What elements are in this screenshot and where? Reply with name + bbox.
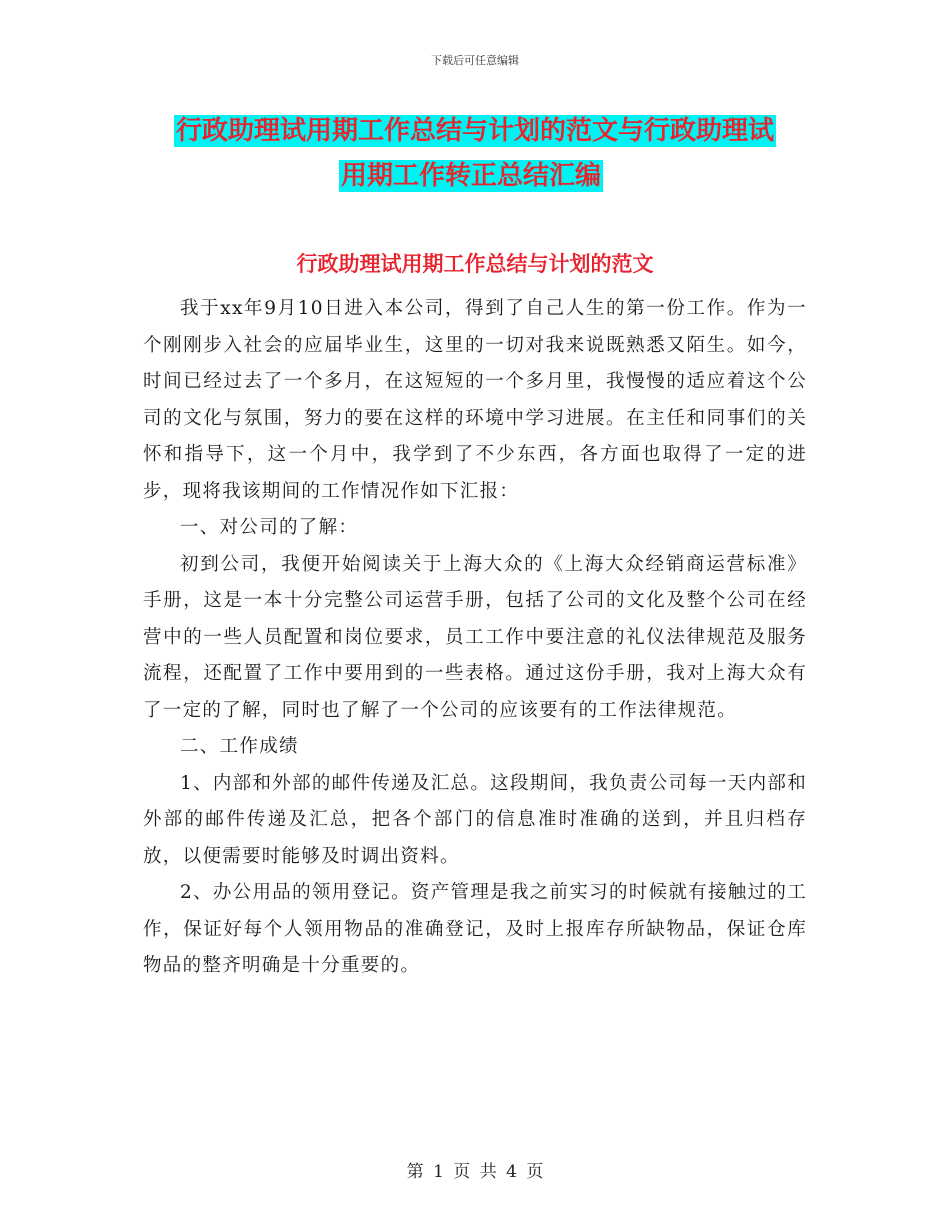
paragraph-mail-handling: 1、内部和外部的邮件传递及汇总。这段期间，我负责公司每一天内部和外部的邮件传递及汇总，把各个部门的信息准时准确的送到，并且归档存放，以便需要时能够及时调出资料。 [143, 772, 807, 867]
paragraph-heading-1: 一、对公司的了解： [180, 517, 359, 538]
page-header-note: 下载后可任意编辑 [431, 54, 519, 67]
document-title-text-2: 用期工作转正总结汇编 [340, 161, 601, 191]
document-body [143, 291, 807, 985]
document-title-text-1: 行政助理试用期工作总结与计划的范文与行政助理试 [175, 116, 774, 146]
document-title-line-1 [0, 112, 950, 150]
paragraph-heading-2: 二、工作成绩 [180, 736, 299, 757]
paragraph-intro: 我于xx年9月10日进入本公司，得到了自己人生的第一份工作。作为一个刚刚步入社会的应届毕业生，这里的一切对我来说既熟悉又陌生。如今，时间已经过去了一个多月，在这短短的一个多月里，我慢慢的适应着这个公司的文化与氛围，努力的要在这样的环境中学习进展。在主任和同事们的关怀和指导下，这一个月中，我学到了不少东西，各方面也取得了一定的进步，现将我该期间的工作情况作如下汇报： [143, 298, 807, 502]
document-title-line-2 [0, 157, 946, 195]
page-footer-number: 第 1 页 共 4 页 [406, 1162, 544, 1182]
section-heading: 行政助理试用期工作总结与计划的范文 [296, 252, 654, 276]
paragraph-company-understanding: 初到公司，我便开始阅读关于上海大众的《上海大众经销商运营标准》手册，这是一本十分完整公司运营手册，包括了公司的文化及整个公司在经营中的一些人员配置和岗位要求，员工工作中要注意的礼仪法律规范及服务流程，还配置了工作中要用到的一些表格。通过这份手册，我对上海大众有了一定的了解，同时也了解了一个公司的应该要有的工作法律规范。 [143, 553, 807, 721]
paragraph-office-supplies: 2、办公用品的领用登记。资产管理是我之前实习的时候就有接触过的工作，保证好每个人领用物品的准确登记，及时上报库存所缺物品，保证仓库物品的整齐明确是十分重要的。 [143, 882, 807, 976]
